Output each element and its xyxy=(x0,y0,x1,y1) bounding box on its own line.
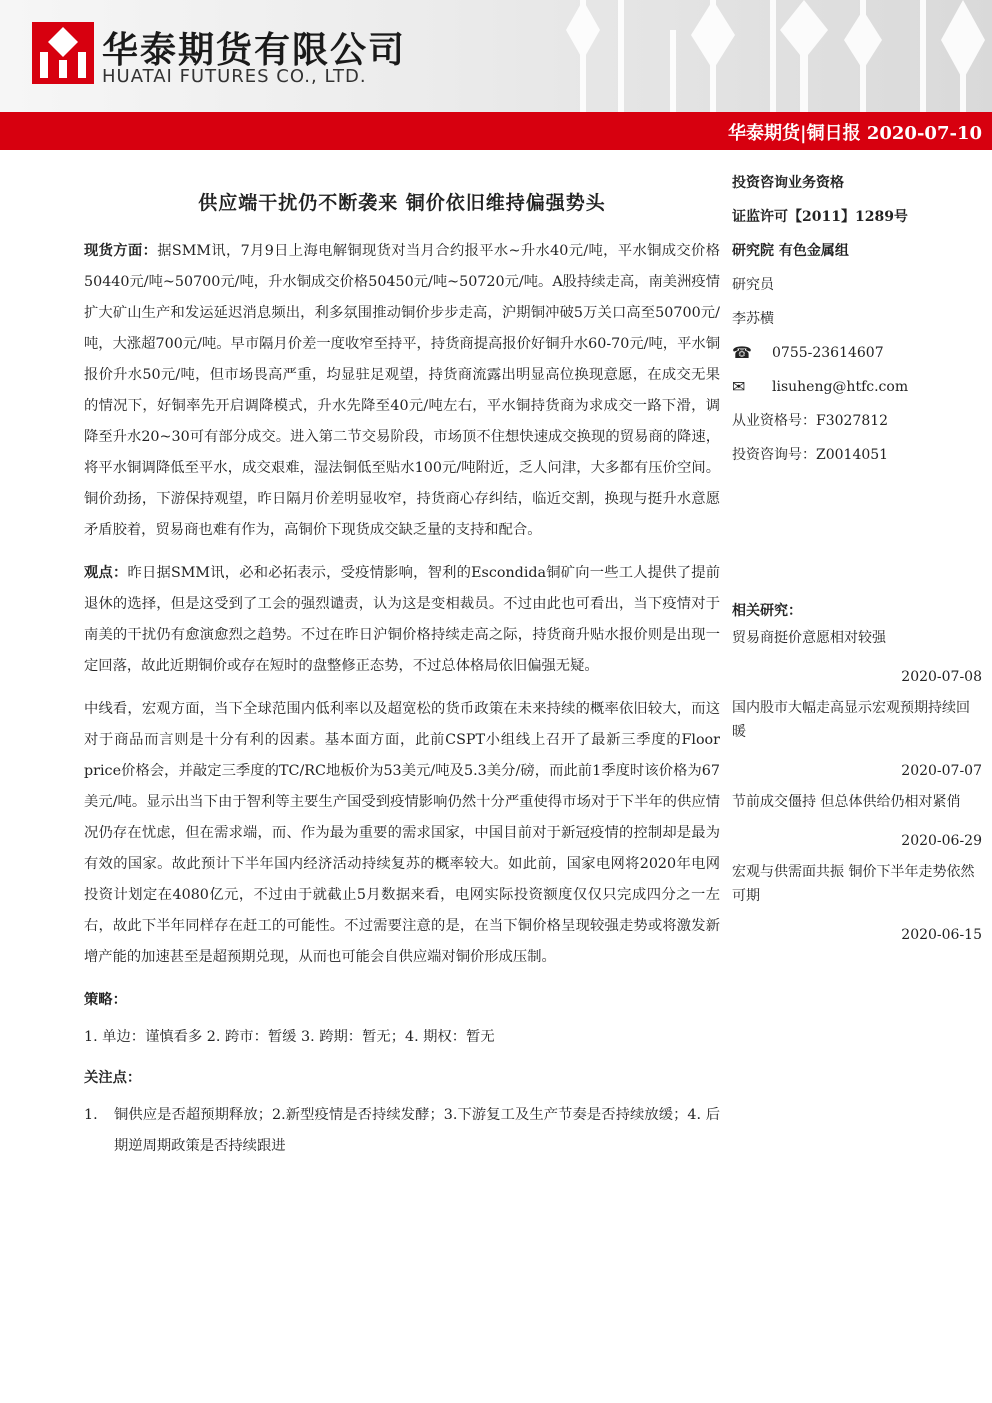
focus-list xyxy=(84,1100,720,1162)
related-item[interactable] xyxy=(732,696,982,784)
related-item[interactable] xyxy=(732,790,982,854)
related-item[interactable] xyxy=(732,626,982,690)
cert-label: 从业资格号： xyxy=(732,413,816,429)
midterm-paragraph: 中线看，宏观方面，当下全球范围内低利率以及超宽松的货币政策在未来持续的概率依旧较大，而这对于商品而言则是十分有利的因素。基本面方面，此前CSPT小组线上召开了最新三季度的Floor price价格会，并敲定三季度的TC/RC地板价为53美元/吨及5.3美分/磅，而此前1季度时该价格为67美元/吨。显示出当下由于智利等主要生产国受到疫情影响仍然十分严重使得市场对于下半年的供应情况仍存在忧虑，但在需求端，而、作为最为重要的需求国家，中国目前对于新冠疫情的控制却是最为有效的国家。故此预计下半年国内经济活动持续复苏的概率较大。如此前，国家电网将2020年电网投资计划定在4080亿元，不过由于就截止5月数据来看，电网实际投资额度仅仅只完成四分之一左右，故此下半年同样存在赶工的可能性。不过需要注意的是，在当下铜价格呈现较强走势或将激发新增产能的加速甚至是超预期兑现，从而也可能会自供应端对铜价形成压制。 xyxy=(84,701,720,965)
company-name-cn: 华泰期货有限公司 xyxy=(102,30,407,71)
phone-icon: ☎ xyxy=(732,343,752,362)
phone-row xyxy=(732,336,982,370)
related-item-date: 2020-06-29 xyxy=(901,833,982,849)
page-header xyxy=(0,0,992,112)
related-research xyxy=(732,596,982,954)
consult-row xyxy=(732,438,982,472)
strategy-heading: 策略： xyxy=(84,992,127,1008)
phone-number: 0755-23614607 xyxy=(772,345,884,361)
related-heading: 相关研究： xyxy=(732,603,802,619)
related-item[interactable] xyxy=(732,860,982,948)
header-decoration xyxy=(560,0,992,112)
related-item-title[interactable]: 贸易商挺价意愿相对较强 xyxy=(732,630,886,646)
email-icon: ✉ xyxy=(732,377,746,396)
related-item-date: 2020-06-15 xyxy=(901,927,982,943)
focus-number: 1. xyxy=(84,1107,98,1123)
company-name-en: HUATAI FUTURES CO., LTD. xyxy=(102,66,367,87)
huatai-logo-icon xyxy=(32,22,94,84)
analyst-sidebar xyxy=(732,166,982,472)
email-row xyxy=(732,370,982,404)
view-text: 昨日据SMM讯，必和必拓表示，受疫情影响，智利的Escondida铜矿向一些工人提供了提前退休的选择，但是这受到了工会的强烈谴责，认为这是变相裁员。不过由此也可看出，当下疫情对于南美的干扰仍有愈演愈烈之趋势。不过在昨日沪铜价格持续走高之际，持货商升贴水报价则是出现一定回落，故此近期铜价或存在短时的盘整修正态势，不过总体格局依旧偏强无疑。 xyxy=(84,565,720,674)
focus-text: 铜供应是否超预期释放；2.新型疫情是否持续发酵；3.下游复工及生产节奏是否持续放缓；4. 后期逆周期政策是否持续跟进 xyxy=(114,1107,720,1154)
view-paragraph xyxy=(84,558,720,682)
consult-label: 投资咨询号： xyxy=(732,447,816,463)
strategy-text: 1. 单边：谨慎看多 2. 跨市：暂缓 3. 跨期：暂无；4. 期权：暂无 xyxy=(84,1029,495,1045)
related-item-title[interactable]: 国内股市大幅走高显示宏观预期持续回暖 xyxy=(732,700,970,740)
spot-paragraph xyxy=(84,236,720,546)
report-tag: 华泰期货|铜日报 2020-07-10 xyxy=(728,123,982,144)
cert-row xyxy=(732,404,982,438)
analyst-role: 研究员 xyxy=(732,277,774,293)
email-address[interactable]: lisuheng@htfc.com xyxy=(772,379,909,395)
related-item-title[interactable]: 节前成交僵持 但总体供给仍相对紧俏 xyxy=(732,794,961,810)
analyst-name: 李苏横 xyxy=(732,311,774,327)
spot-text: 据SMM讯，7月9日上海电解铜现货对当月合约报平水~升水40元/吨，平水铜成交价格50440元/吨~50700元/吨，升水铜成交价格50450元/吨~50720元/吨。A股持续走高，南美洲疫情扩大矿山生产和发运延迟消息频出，利多氛围推动铜价步步走高，沪期铜冲破5万关口高至50700元/吨，大涨超700元/吨。早市隔月价差一度收窄至持平，持货商提高报价好铜升水60-70元/吨，平水铜报价升水50元/吨，但市场畏高严重，均显驻足观望，持货商流露出明显高位换现意愿，在成交无果的情况下，好铜率先开启调降模式，升水先降至40元/吨左右，平水铜持货商为求成交一路下滑，调降至升水20~30可有部分成交。进入第二节交易阶段，市场顶不住想快速成交换现的贸易商的降速，将平水铜调降低至平水，成交艰难，湿法铜低至贴水100元/吨附近，乏人问津，大多都有压价空间。铜价劲扬，下游保持观望，昨日隔月价差明显收窄，持货商心存纠结，临近交割，换现与挺升水意愿矛盾胶着，贸易商也难有作为，高铜价下现货成交缺乏量的支持和配合。 xyxy=(84,243,721,538)
related-item-date: 2020-07-07 xyxy=(901,763,982,779)
license-number: 证监许可【2011】1289号 xyxy=(732,209,908,225)
spot-label: 现货方面： xyxy=(84,243,158,259)
consult-number: Z0014051 xyxy=(816,447,889,463)
report-body xyxy=(84,236,720,1162)
view-label: 观点： xyxy=(84,565,128,581)
qualification: 投资咨询业务资格 xyxy=(732,175,844,191)
related-item-date: 2020-07-08 xyxy=(901,669,982,685)
focus-heading: 关注点： xyxy=(84,1070,142,1086)
related-item-title[interactable]: 宏观与供需面共振 铜价下半年走势依然可期 xyxy=(732,864,975,904)
institute-group: 研究院 有色金属组 xyxy=(732,243,849,259)
cert-number: F3027812 xyxy=(816,413,889,429)
report-title: 供应端干扰仍不断袭来 铜价依旧维持偏强势头 xyxy=(198,192,606,214)
